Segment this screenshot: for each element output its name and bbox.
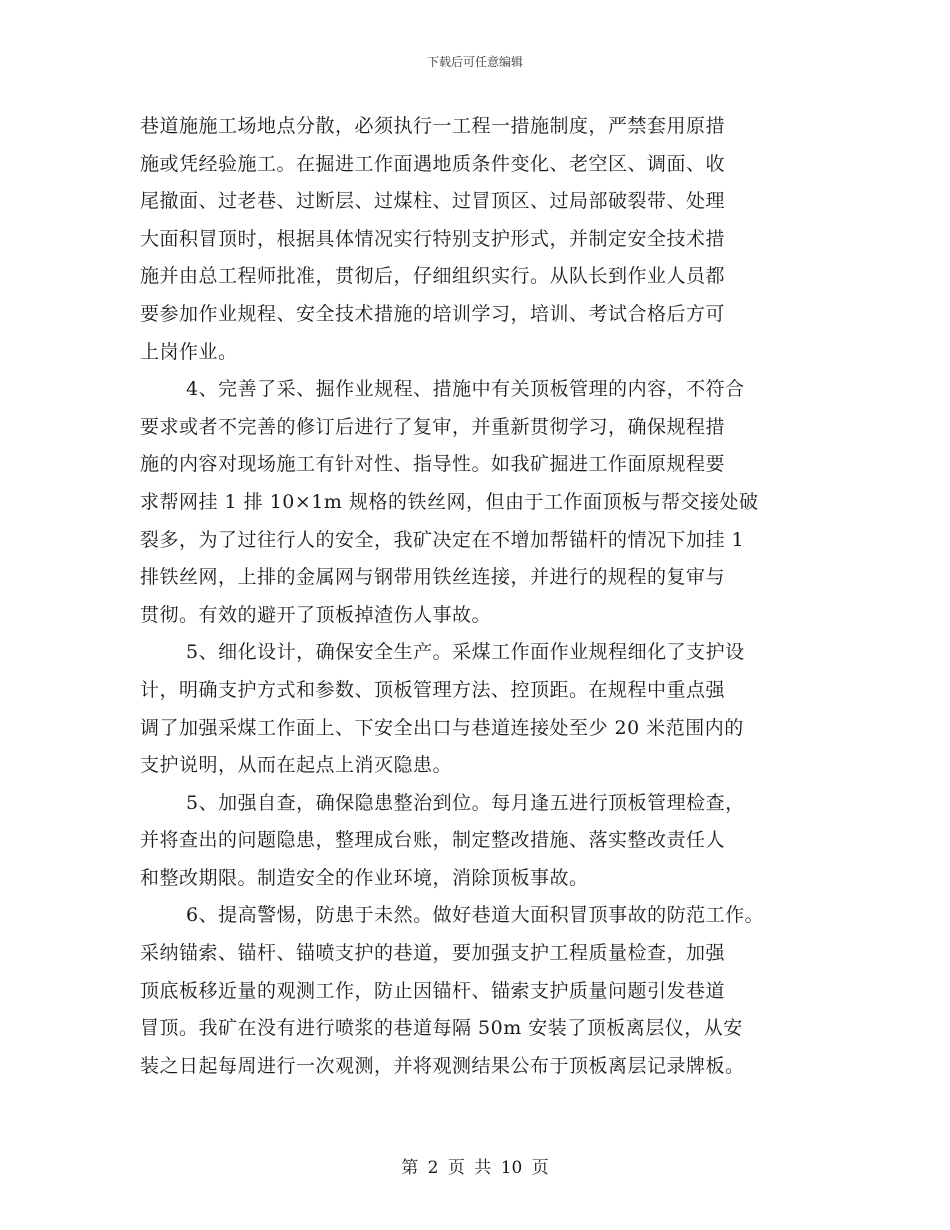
- text-line: 调了加强采煤工作面上、下安全出口与巷道连接处至少 20 米范围内的: [140, 716, 744, 739]
- text-line: 并将查出的问题隐患，整理成台账，制定整改措施、落实整改责任人: [140, 829, 726, 852]
- text-line: 施的内容对现场施工有针对性、指导性。如我矿掘进工作面原规程要: [140, 453, 726, 476]
- text-line: 贯彻。有效的避开了顶板掉渣伤人事故。: [140, 603, 492, 626]
- text-line: 计，明确支护方式和参数、顶板管理方法、控顶距。在规程中重点强: [140, 678, 726, 701]
- paragraph-start-line: 4、完善了采、掘作业规程、措施中有关顶板管理的内容，不符合: [186, 378, 745, 401]
- text-line: 施或凭经验施工。在掘进工作面遇地质条件变化、老空区、调面、收: [140, 152, 726, 175]
- text-line: 要求或者不完善的修订后进行了复审，并重新贯彻学习，确保规程措: [140, 415, 726, 438]
- text-line: 支护说明，从而在起点上消灭隐患。: [140, 754, 453, 777]
- text-line: 大面积冒顶时，根据具体情况实行特别支护形式，并制定安全技术措: [140, 227, 726, 250]
- text-line: 要参加作业规程、安全技术措施的培训学习，培训、考试合格后方可: [140, 302, 726, 325]
- text-line: 裂多，为了过往行人的安全，我矿决定在不增加帮锚杆的情况下加挂 1: [140, 528, 745, 551]
- paragraph-start-line: 5、细化设计，确保安全生产。采煤工作面作业规程细化了支护设: [186, 641, 745, 664]
- text-line: 尾撤面、过老巷、过断层、过煤柱、过冒顶区、过局部破裂带、处理: [140, 190, 726, 213]
- page-header: 下载后可任意编辑: [426, 55, 523, 69]
- paragraph-start-line: 5、加强自查，确保隐患整治到位。每月逢五进行顶板管理检查，: [186, 791, 745, 814]
- document-body: [140, 108, 820, 1085]
- page-number: 第 2 页 共 10 页: [401, 1158, 549, 1178]
- text-line: 采纳锚索、锚杆、锚喷支护的巷道，要加强支护工程质量检查，加强: [140, 942, 726, 965]
- paragraph-start-line: 6、提高警惕，防患于未然。做好巷道大面积冒顶事故的防范工作。: [186, 904, 765, 927]
- text-line: 求帮网挂 1 排 10×1m 规格的铁丝网，但由于工作面顶板与帮交接处破: [140, 490, 759, 513]
- text-line: 和整改期限。制造安全的作业环境，消除顶板事故。: [140, 866, 589, 889]
- text-line: 冒顶。我矿在没有进行喷浆的巷道每隔 50m 安装了顶板离层仪，从安: [140, 1017, 743, 1040]
- text-line: 排铁丝网，上排的金属网与钢带用铁丝连接，并进行的规程的复审与: [140, 566, 726, 589]
- text-line: 上岗作业。: [140, 340, 238, 363]
- text-line: 顶底板移近量的观测工作，防止因锚杆、锚索支护质量问题引发巷道: [140, 979, 726, 1002]
- text-line: 巷道施施工场地点分散，必须执行一工程一措施制度，严禁套用原措: [140, 115, 726, 137]
- text-line: 装之日起每周进行一次观测，并将观测结果公布于顶板离层记录牌板。: [140, 1054, 745, 1077]
- text-line: 施并由总工程师批准，贯彻后，仔细组织实行。从队长到作业人员都: [140, 265, 726, 288]
